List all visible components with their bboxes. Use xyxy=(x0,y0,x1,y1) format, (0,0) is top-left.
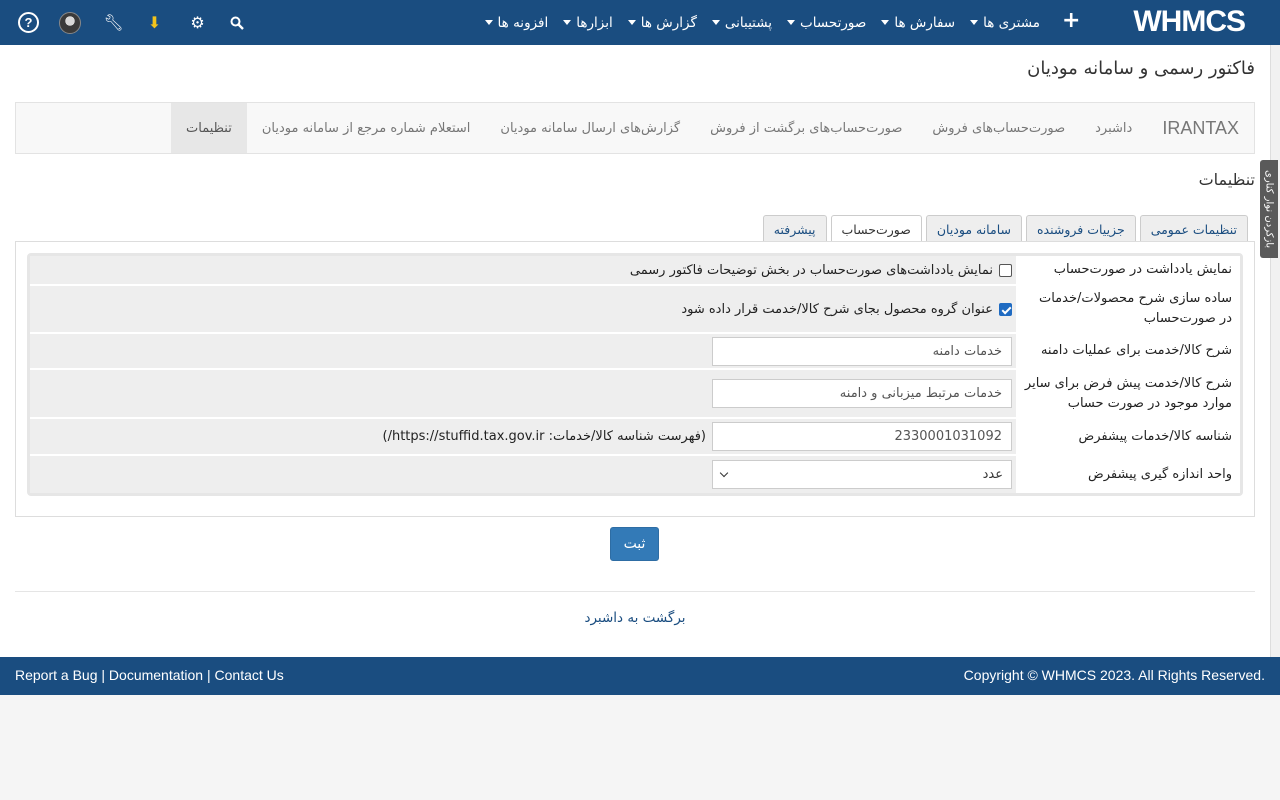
caret-down-icon xyxy=(485,20,493,25)
unit-label: واحد اندازه گیری پیشفرض xyxy=(1016,456,1240,493)
help-icon[interactable]: ? xyxy=(18,12,39,33)
settings-panel xyxy=(15,241,1255,517)
documentation-link[interactable]: Documentation xyxy=(108,667,204,683)
form-row xyxy=(30,256,1240,286)
menu-label: افزونه ها xyxy=(497,14,549,31)
footer-separator: | xyxy=(101,667,106,683)
form-row xyxy=(30,334,1240,370)
settings-form xyxy=(27,253,1243,496)
default-id-label: شناسه کالا/خدمات پیشفرض xyxy=(1016,419,1240,454)
tab-invoice[interactable]: صورت‌حساب xyxy=(831,215,922,243)
caret-down-icon xyxy=(881,20,889,25)
simplify-label: ساده سازی شرح محصولات/خدمات در صورت‌حساب xyxy=(1016,286,1240,332)
logo-text: WHMCS xyxy=(1133,5,1245,38)
menu-reports[interactable] xyxy=(628,15,697,31)
form-row xyxy=(30,419,1240,456)
caret-down-icon xyxy=(787,20,795,25)
caret-down-icon xyxy=(563,20,571,25)
menu-support[interactable] xyxy=(712,15,772,31)
simplify-checkbox[interactable] xyxy=(999,303,1012,316)
menu-label: مشتری ها xyxy=(983,14,1040,31)
menu-utilities[interactable] xyxy=(563,15,612,31)
back-link-text: برگشت به داشبرد xyxy=(584,610,686,626)
menu-label: گزارش ها xyxy=(640,14,697,31)
simplify-field xyxy=(30,286,1016,332)
form-row xyxy=(30,456,1240,493)
unit-select[interactable] xyxy=(712,460,1012,489)
divider xyxy=(15,591,1255,592)
top-navbar xyxy=(0,0,1280,45)
show-notes-label: نمایش یادداشت در صورت‌حساب xyxy=(1016,256,1240,284)
copyright-text: Copyright © WHMCS 2023. All Rights Reserved. xyxy=(963,667,1265,683)
subnav-dashboard[interactable]: داشبرد xyxy=(1095,120,1133,136)
domain-desc-label: شرح کالا/خدمت برای عملیات دامنه xyxy=(1016,334,1240,368)
domain-desc-input[interactable]: خدمات دامنه xyxy=(712,337,1012,366)
menu-billing[interactable] xyxy=(787,15,866,31)
menu-clients[interactable] xyxy=(970,15,1040,31)
module-subnav xyxy=(15,102,1255,154)
subnav-sales-invoices[interactable]: صورت‌حساب‌های فروش xyxy=(932,120,1066,136)
menu-label: صورتحساب xyxy=(800,14,867,31)
search-icon[interactable] xyxy=(226,12,247,33)
avatar[interactable] xyxy=(59,12,81,34)
whmcs-logo[interactable] xyxy=(1133,6,1245,38)
caret-down-icon xyxy=(970,20,978,25)
subnav-send-reports[interactable]: گزارش‌های ارسال سامانه مودیان xyxy=(500,120,681,136)
tab-general[interactable]: تنظیمات عمومی xyxy=(1140,215,1248,242)
report-bug-link[interactable]: Report a Bug xyxy=(15,667,98,683)
settings-tabs xyxy=(763,215,1248,243)
menu-label: سفارش ها xyxy=(894,14,956,31)
save-button[interactable]: ثبت xyxy=(610,527,659,561)
caret-down-icon xyxy=(712,20,720,25)
menu-orders[interactable] xyxy=(881,15,955,31)
footer-separator: | xyxy=(206,667,211,683)
tab-advanced[interactable]: پیشرفته xyxy=(763,215,827,242)
show-notes-text: نمایش یادداشت‌های صورت‌حساب در بخش توضیحات فاکتور رسمی xyxy=(629,262,993,278)
unit-field xyxy=(30,456,1016,493)
domain-desc-field xyxy=(30,334,1016,368)
subnav-brand[interactable]: IRANTAX xyxy=(1162,117,1239,138)
chevron-down-icon xyxy=(720,469,728,477)
main-content xyxy=(0,45,1270,657)
download-icon[interactable]: ⬇ xyxy=(147,13,162,32)
other-desc-input[interactable]: خدمات مرتبط میزبانی و دامنه xyxy=(712,379,1012,408)
unit-selected-value: عدد xyxy=(982,467,1003,482)
caret-down-icon xyxy=(628,20,636,25)
page-title: فاکتور رسمی و سامانه مودیان xyxy=(1027,58,1255,79)
main-menu xyxy=(485,0,1040,45)
nav-icons xyxy=(18,0,247,45)
section-title: تنظیمات xyxy=(1198,170,1255,189)
menu-addons[interactable] xyxy=(485,15,549,31)
default-id-hint: (فهرست شناسه کالا/خدمات: https://stuffid.tax.gov.ir/) xyxy=(382,429,706,444)
contact-us-link[interactable]: Contact Us xyxy=(214,667,284,683)
scrollbar[interactable] xyxy=(1270,45,1280,657)
form-row xyxy=(30,286,1240,334)
subnav-reference-inquiry[interactable]: استعلام شماره مرجع از سامانه مودیان xyxy=(261,120,471,136)
gear-icon[interactable]: ⚙ xyxy=(190,13,205,32)
subnav-return-invoices[interactable]: صورت‌حساب‌های برگشت از فروش xyxy=(710,120,903,136)
back-to-dashboard-link[interactable] xyxy=(0,610,1270,626)
form-row xyxy=(30,370,1240,419)
show-notes-checkbox[interactable] xyxy=(999,264,1012,277)
wrench-icon[interactable]: 🔧︎ xyxy=(103,13,124,32)
open-sidebar-tab[interactable]: بازکردن نوار کناری xyxy=(1260,160,1278,258)
show-notes-field xyxy=(30,256,1016,284)
default-id-field xyxy=(30,419,1016,454)
tab-taxpayer-system[interactable]: سامانه مودیان xyxy=(926,215,1022,242)
subnav-settings[interactable]: تنظیمات xyxy=(171,103,247,153)
tab-seller-details[interactable]: جزییات فروشنده xyxy=(1026,215,1136,242)
add-new-icon[interactable]: + xyxy=(1062,8,1081,33)
footer-links xyxy=(15,667,284,683)
other-desc-label: شرح کالا/خدمت پیش فرض برای سایر موارد موجود در صورت حساب xyxy=(1016,370,1240,417)
other-desc-field xyxy=(30,370,1016,417)
default-id-input[interactable]: 2330001031092 xyxy=(712,422,1012,451)
menu-label: ابزارها xyxy=(576,14,613,31)
footer xyxy=(0,657,1280,695)
menu-label: پشتیبانی xyxy=(724,14,773,31)
simplify-text: عنوان گروه محصول بجای شرح کالا/خدمت قرار داده شود xyxy=(681,301,993,317)
